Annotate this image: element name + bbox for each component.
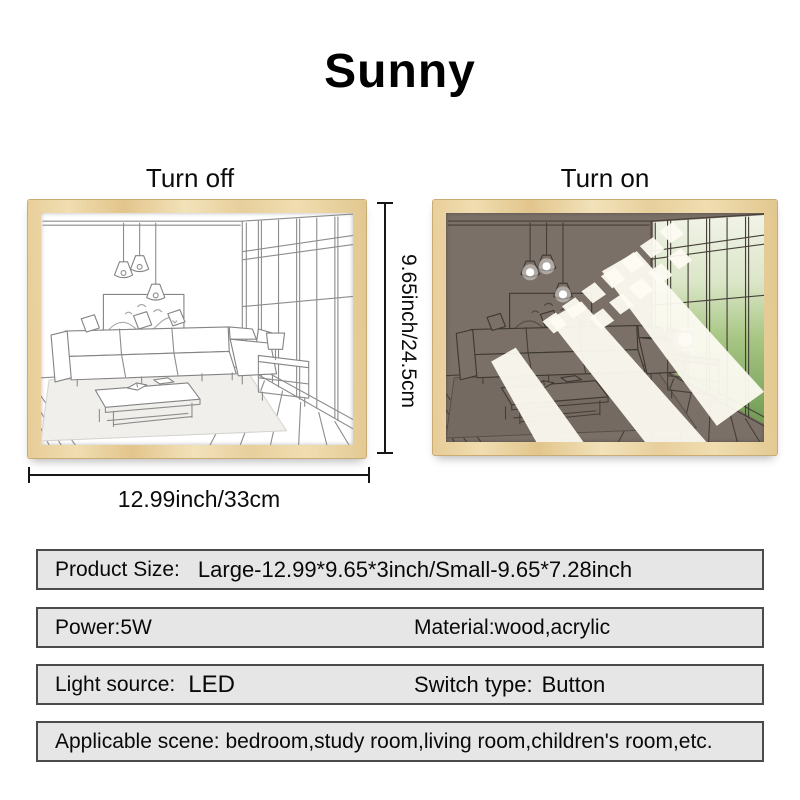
height-dimension-label: 9.65inch/24.5cm	[397, 253, 420, 409]
spec-row-applicable-scene	[36, 721, 764, 762]
height-dimension-cap-top	[377, 202, 393, 204]
spec-label-product-size: Product Size:	[55, 557, 180, 581]
spec-label-switch-type: Switch type:	[414, 671, 533, 697]
spec-value-power: Power:5W	[55, 615, 152, 639]
panel-on-label: Turn on	[560, 163, 650, 193]
width-dimension-cap-right	[368, 467, 370, 483]
spec-value-applicable-scene: Applicable scene: bedroom,study room,living room,children's room,etc.	[55, 729, 713, 753]
spec-row-product-size	[36, 549, 764, 590]
pendant-lamps	[521, 223, 572, 302]
width-dimension-line	[28, 474, 370, 476]
room-scene	[41, 213, 353, 445]
width-dimension-label: 12.99inch/33cm	[117, 486, 281, 512]
height-dimension-cap-bottom	[377, 452, 393, 454]
spec-value-material: Material:wood,acrylic	[414, 615, 611, 639]
spec-row-power-material	[36, 607, 764, 648]
frame-off	[28, 200, 366, 458]
frame-on	[433, 200, 777, 455]
pendant-lamps	[114, 223, 164, 303]
ceiling	[448, 221, 651, 225]
panel-off-label: Turn off	[145, 163, 235, 193]
spec-value-switch-type: Button	[541, 671, 606, 697]
height-dimension-line	[384, 202, 386, 454]
product-title: Sunny	[324, 45, 476, 98]
spec-value-product-size: Large-12.99*9.65*3inch/Small-9.65*7.28inch	[197, 556, 633, 582]
ceiling	[43, 221, 242, 225]
width-dimension-cap-left	[28, 467, 30, 483]
room-scene	[446, 213, 764, 442]
artwork-on	[446, 213, 764, 442]
spec-row-light-switch	[36, 664, 764, 705]
artwork-off	[41, 213, 353, 445]
spec-label-light-source: Light source:	[55, 672, 176, 696]
spec-value-light-source: LED	[188, 670, 235, 698]
